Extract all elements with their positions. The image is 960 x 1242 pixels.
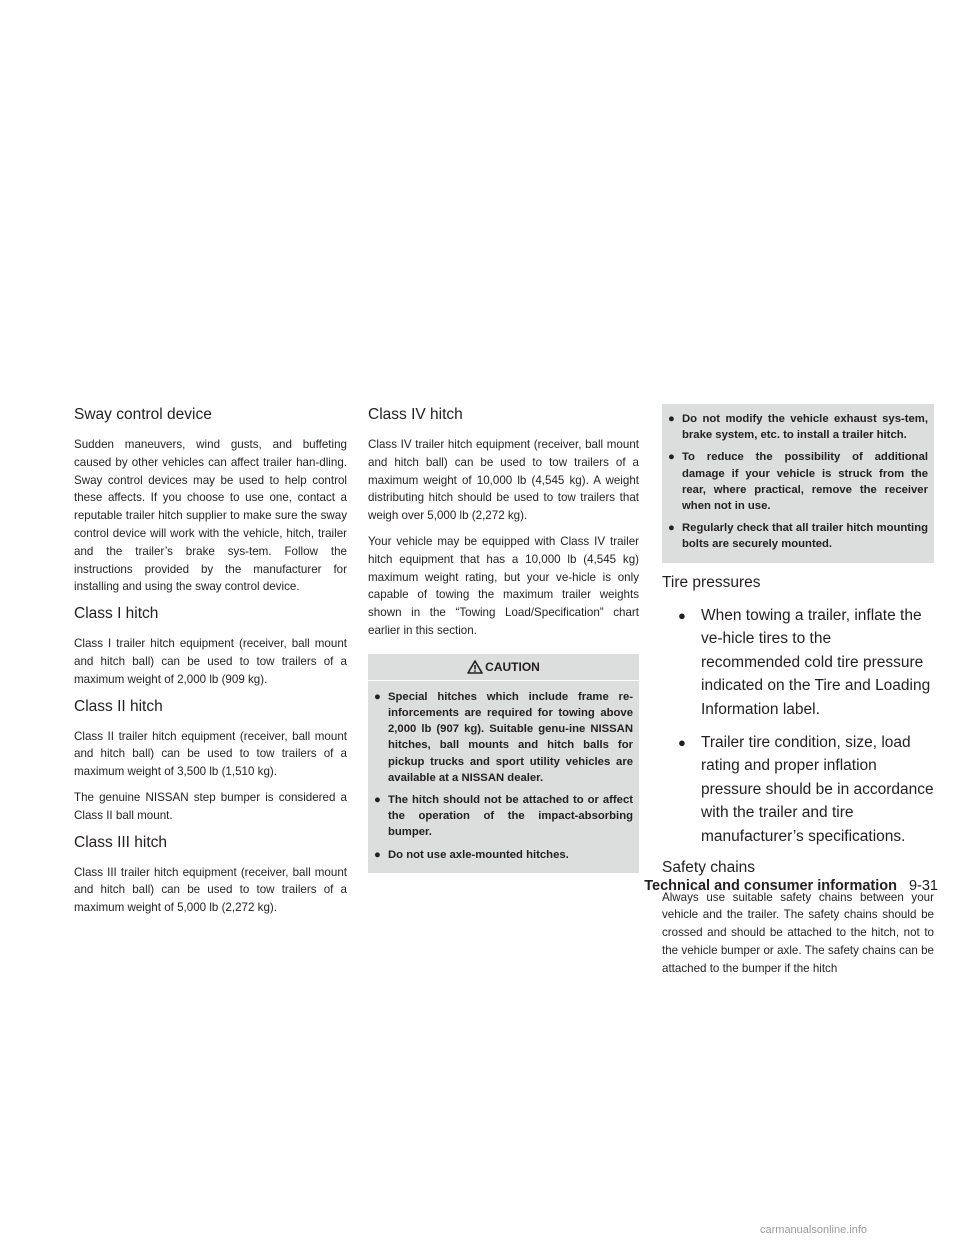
column-3	[662, 398, 934, 986]
heading-safety-chains: Safety chains	[662, 858, 756, 876]
bullet-icon: ●	[668, 451, 675, 464]
bullet-icon: ●	[374, 848, 381, 861]
bullet-icon: ●	[374, 793, 381, 806]
heading-class-2-hitch: Class II hitch	[74, 697, 163, 715]
paragraph-safety-chains: Always use suitable safety chains between your vehicle and the trailer. The safety chains should be crossed and should be attached to the hitch, not to the vehicle bumper or axle. The safety chains can be attached to the bumper if the hitch	[662, 890, 934, 975]
bullet-icon: ●	[374, 690, 381, 703]
caution-item-text: Regularly check that all trailer hitch mounting bolts are securely mounted.	[682, 522, 928, 551]
warning-triangle-icon	[467, 660, 483, 674]
paragraph-class-1-hitch: Class I trailer hitch equipment (receiver, ball mount and hitch ball) can be used to tow trailers of a maximum weight of 2,000 lb (909 kg).	[74, 637, 347, 686]
paragraph-sway-control: Sudden maneuvers, wind gusts, and buffeting caused by other vehicles can affect trailer han-dling. Sway control devices may be used to help control these affects. If you choose to use one, contact a reputable trailer hitch supplier to make sure the sway control device will work with the vehicle, hitch, trailer and the trailer’s brake sys-tem. Follow the instructions provided by the manufacturer for installing and using the sway control device.	[74, 438, 347, 594]
paragraph-step-bumper: The genuine NISSAN step bumper is considered a Class II ball mount.	[74, 790, 347, 822]
page-number: 9-31	[908, 878, 938, 894]
footer-section-title: Technical and consumer information	[644, 878, 897, 894]
caution-item-text: To reduce the possibility of additional damage if your vehicle is struck from the rear, where practical, remove the receiver when not in use.	[682, 451, 928, 513]
caution-item-text: The hitch should not be attached to or affect the operation of the impact-absorbing bumper.	[388, 793, 633, 839]
caution-box-continued	[662, 404, 934, 563]
column-1	[74, 398, 347, 925]
tire-pressure-list	[662, 604, 934, 849]
caution-item	[668, 411, 928, 443]
caution-item	[668, 520, 928, 552]
caution-item	[668, 449, 928, 514]
column-2	[368, 398, 639, 873]
paragraph-class-3-hitch: Class III trailer hitch equipment (receiver, ball mount and hitch ball) can be used to tow trailers of a maximum weight of 5,000 lb (2,272 kg).	[74, 865, 347, 915]
caution-item-text: Do not modify the vehicle exhaust sys-tem, brake system, etc. to install a trailer hitch.	[682, 413, 928, 442]
heading-class-1-hitch: Class I hitch	[74, 605, 159, 623]
page-footer	[638, 878, 938, 894]
heading-sway-control: Sway control device	[74, 406, 212, 423]
heading-tire-pressures: Tire pressures	[662, 573, 761, 591]
paragraph-class-4-capacity: Your vehicle may be equipped with Class IV trailer hitch equipment that has a 10,000 lb (4,545 kg) maximum weight rating, but your ve-hicle is only capable of towing the maximum trailer weights shown in the “Towing Load/Specification” chart earlier in this section.	[368, 534, 639, 637]
tire-pressure-item-text: When towing a trailer, inflate the ve-hicle tires to the recommended cold tire pressure indicated on the Tire and Loading Information label.	[701, 606, 931, 718]
tire-pressure-item	[678, 731, 934, 849]
caution-item	[374, 847, 633, 863]
caution-item-text: Do not use axle-mounted hitches.	[388, 848, 569, 861]
caution-title: CAUTION	[485, 659, 540, 674]
caution-item-text: Special hitches which include frame re-inforcements are required for towing above 2,000 lb (907 kg). Suitable genu-ine NISSAN hitches, ball mounts and hitch balls for pickup trucks and sport utility vehicles are available at a NISSAN dealer.	[388, 690, 633, 784]
tire-pressure-item	[678, 604, 934, 722]
caution-list	[374, 689, 633, 863]
watermark: carmanualsonline.info	[760, 1224, 868, 1236]
heading-class-3-hitch: Class III hitch	[74, 833, 168, 851]
paragraph-class-4-hitch: Class IV trailer hitch equipment (receiver, ball mount and hitch ball) can be used to tow trailers of a maximum weight of 10,000 lb (4,545 kg). A weight distributing hitch should be used to tow trailers that weigh over 5,000 lb (2,272 kg).	[368, 438, 639, 523]
heading-class-4-hitch: Class IV hitch	[368, 406, 463, 423]
paragraph-class-2-hitch: Class II trailer hitch equipment (receiver, ball mount and hitch ball) can be used to tow trailers of a maximum weight of 3,500 lb (1,510 kg).	[74, 729, 347, 779]
caution-header	[368, 654, 639, 681]
bullet-icon: ●	[668, 522, 675, 535]
bullet-icon: ●	[678, 607, 686, 623]
caution-box	[368, 654, 639, 873]
bullet-icon: ●	[668, 413, 675, 425]
caution-list-continued	[668, 411, 928, 553]
tire-pressure-item-text: Trailer tire condition, size, load rating and proper inflation pressure should be in accordance with the trailer and tire manufacturer’s specifications.	[701, 733, 934, 845]
caution-item	[374, 792, 633, 841]
caution-item	[374, 689, 633, 786]
bullet-icon: ●	[678, 734, 686, 750]
